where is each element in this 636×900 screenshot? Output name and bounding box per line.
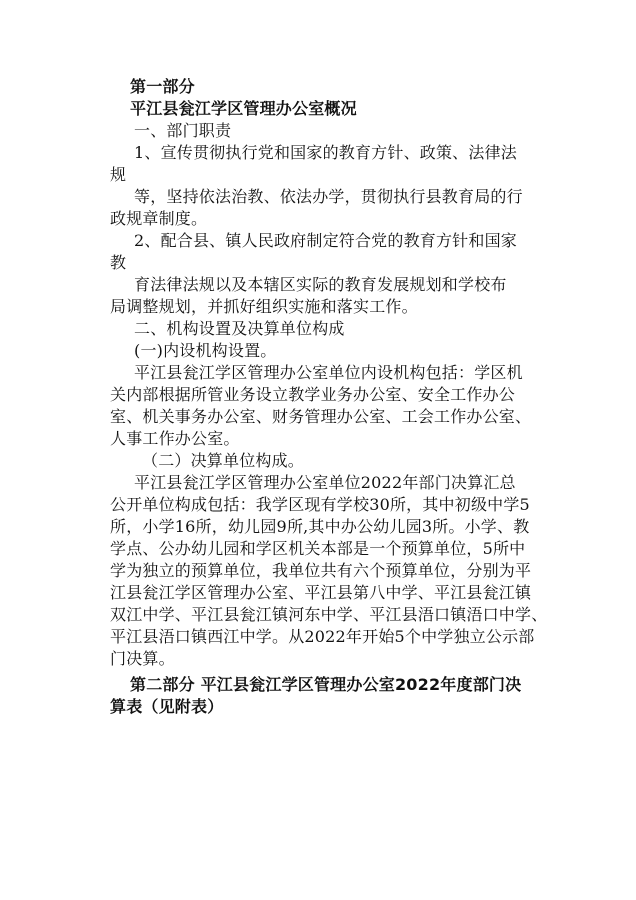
sub2-line9: 门决算。 (110, 649, 175, 668)
sub2-heading: （二）决算单位构成。 (142, 451, 305, 470)
sub2-line6: 江县瓮江学区管理办公室、平江县第八中学、平江县瓮江镇 (110, 583, 532, 602)
part1-title: 平江县瓮江学区管理办公室概况 (130, 99, 357, 118)
sub1-line1: 平江县瓮江学区管理办公室单位内设机构包括：学区机 (134, 363, 523, 382)
sub1-line3: 室、机关事务办公室、财务管理办公室、工会工作办公室、 (110, 407, 532, 426)
sub1-line2: 关内部根据所管业务设立教学业务办公室、安全工作办公 (110, 385, 516, 404)
duty2-line3: 育法律法规以及本辖区实际的教育发展规划和学校布 (134, 275, 507, 294)
duty1-line3: 等，坚持依法治教、依法办学，贯彻执行县教育局的行 (134, 187, 523, 206)
section2-heading: 二、机构设置及决算单位构成 (134, 319, 345, 338)
duty2-line2: 教 (110, 253, 127, 272)
section1-heading: 一、部门职责 (134, 121, 232, 140)
part1-heading: 第一部分 (130, 77, 195, 96)
sub2-line4: 学点、公办幼儿园和学区机关本部是一个预算单位，5所中 (110, 539, 526, 558)
duty1-line2: 规 (110, 165, 127, 184)
sub1-line4: 人事工作办公室。 (110, 429, 240, 448)
sub1-heading: (一)内设机构设置。 (134, 341, 277, 360)
part2-title-line1: 第二部分 平江县瓮江学区管理办公室2022年度部门决 (130, 675, 522, 694)
sub2-line1: 平江县瓮江学区管理办公室单位2022年部门决算汇总 (134, 473, 516, 492)
document-body (110, 76, 550, 718)
sub2-line8: 平江县浯口镇西江中学。从2022年开始5个中学独立公示部 (110, 627, 535, 646)
sub2-line2: 公开单位构成包括：我学区现有学校30所，其中初级中学5 (110, 495, 530, 514)
part2-title-line2: 算表（见附表） (110, 697, 224, 716)
duty2-line4: 局调整规划，并抓好组织实施和落实工作。 (110, 297, 418, 316)
sub2-line5: 学为独立的预算单位，我单位共有六个预算单位，分别为平 (110, 561, 532, 580)
sub2-line3: 所，小学16所，幼儿园9所,其中办公幼儿园3所。小学、教 (110, 517, 530, 536)
duty2-line1: 2、配合县、镇人民政府制定符合党的教育方针和国家 (134, 231, 517, 250)
duty1-line4: 政规章制度。 (110, 209, 208, 228)
sub2-line7: 双江中学、平江县瓮江镇河东中学、平江县浯口镇浯口中学、 (110, 605, 548, 624)
duty1-line1: 1、宣传贯彻执行党和国家的教育方针、政策、法律法 (134, 143, 517, 162)
